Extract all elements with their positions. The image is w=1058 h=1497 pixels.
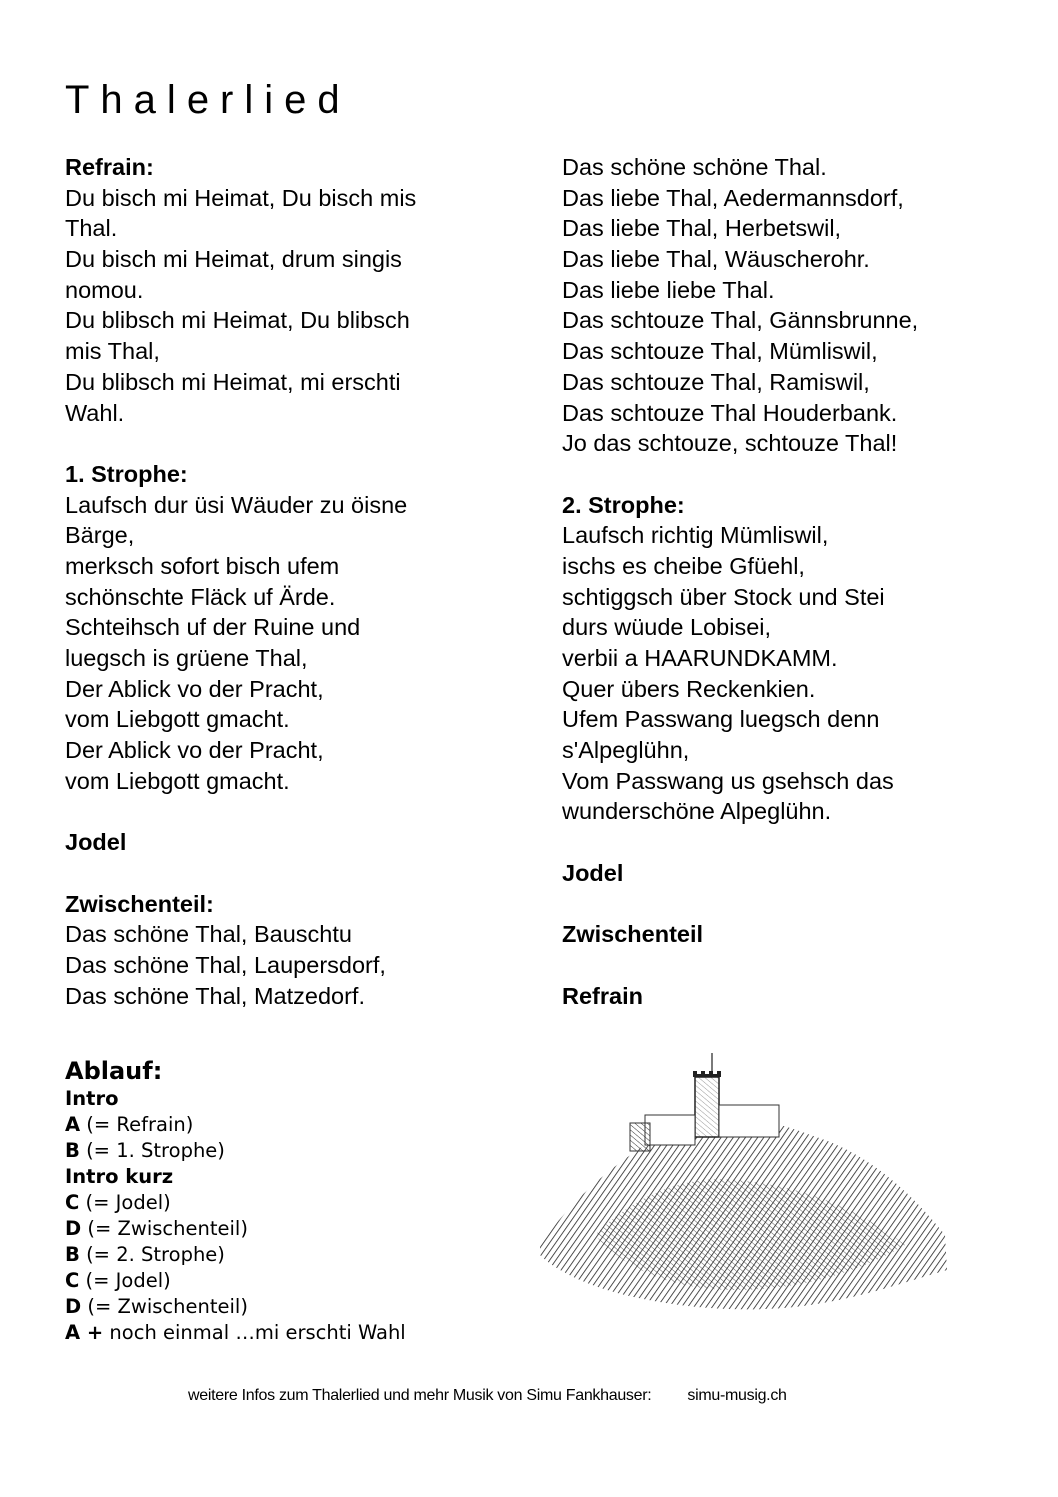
lyric-line: Das schöne Thal, Matzedorf. [65,982,365,1009]
lyric-line: vom Liebgott gmacht. [65,706,290,733]
blank-line [65,428,416,459]
lyric-line: durs wüude Lobisei, [562,614,772,641]
ablauf-key: A + [65,1321,104,1344]
lyric-line: s'Alpeglühn, [562,737,690,764]
blank-line [562,827,918,858]
lyric-line: merksch sofort bisch ufem [65,552,340,579]
ablauf-desc: (= Refrain) [80,1113,194,1136]
ablauf-desc: (= Jodel) [79,1191,171,1214]
lyric-line: Laufsch richtig Mümliswil, [562,522,829,549]
blank-line [562,889,918,920]
ablauf-desc: noch einmal …mi erschti Wahl [103,1321,406,1344]
ablauf-desc: (= Zwischenteil) [81,1295,248,1318]
ablauf-item [65,1268,406,1294]
ablauf-key: B [65,1139,80,1162]
lyric-line: Thal. [65,215,118,242]
ablauf-section [65,1056,406,1346]
lyric-line: Du blibsch mi Heimat, mi erschti [65,368,401,395]
lyric-line: Das liebe Thal, Herbetswil, [562,215,842,242]
lyric-line: verbii a HAARUNDKAMM. [562,645,838,671]
lyric-line: Das schtouze Thal, Gännsbrunne, [562,307,919,334]
ablauf-item [65,1242,406,1268]
ablauf-key: D [65,1295,82,1318]
ablauf-key: C [65,1191,80,1214]
lyric-line: Ufem Passwang luegsch denn [562,706,880,733]
lyric-line: Das schöne Thal, Bauschtu [65,921,352,948]
ablauf-list [65,1086,406,1346]
lyric-line: Du bisch mi Heimat, drum singis [65,246,402,273]
castle-ruin-sketch [535,1045,955,1317]
lyric-line: Schteihsch uf der Ruine und [65,614,361,641]
ablauf-key: A [65,1113,81,1136]
ablauf-key: C [65,1269,80,1292]
footer [188,1387,787,1405]
lyric-line: Der Ablick vo der Pracht, [65,737,324,764]
blank-line [65,796,416,827]
left-column-lyrics [65,152,416,1011]
lyric-line: ischs es cheibe Gfüehl, [562,552,805,579]
section-heading: Zwischenteil [562,921,704,948]
lyric-line: Das schtouze Thal, Mümliswil, [562,338,878,365]
blank-line [65,858,416,889]
lyric-line: schönschte Fläck uf Ärde. [65,583,336,610]
lyric-line: Bärge, [65,522,135,549]
ablauf-desc: (= Zwischenteil) [81,1217,248,1240]
lyric-line: Du bisch mi Heimat, Du bisch mis [65,184,417,211]
ablauf-subheading [65,1164,406,1190]
lyric-line: schtiggsch über Stock und Stei [562,583,885,610]
lyric-line: Der Ablick vo der Pracht, [65,675,324,702]
ablauf-subheading [65,1086,406,1112]
section-heading: 2. Strophe: [562,491,685,518]
blank-line [562,459,918,490]
section-heading: Refrain [562,982,643,1009]
ablauf-item [65,1294,406,1320]
lyric-line: Laufsch dur üsi Wäuder zu öisne [65,491,408,518]
footer-text: weitere Infos zum Thalerlied und mehr Musik von Simu Fankhauser: [188,1387,652,1404]
lyric-line: Das liebe Thal, Wäuscherohr. [562,246,870,273]
footer-url-link[interactable]: simu-musig.ch [687,1387,787,1404]
ablauf-key: Intro kurz [65,1165,174,1188]
lyric-line: Das schtouze Thal, Ramiswil, [562,368,870,395]
lyric-line: Du blibsch mi Heimat, Du blibsch [65,307,410,334]
section-heading: Jodel [562,859,624,886]
lyric-line: Das schtouze Thal Houderbank. [562,399,898,426]
ablauf-key: Intro [65,1087,119,1110]
ablauf-key: B [65,1243,80,1266]
section-heading: Zwischenteil: [65,890,214,917]
lyric-line: wunderschöne Alpeglühn. [562,798,832,825]
section-heading: Refrain: [65,154,154,180]
lyric-line: Quer übers Reckenkien. [562,675,816,702]
lyric-line: Jo das schtouze, schtouze Thal! [562,430,898,457]
section-heading: Jodel [65,829,127,856]
ablauf-item [65,1190,406,1216]
lyric-line: Das schöne Thal, Laupersdorf, [65,951,386,978]
blank-line [562,950,918,981]
ablauf-item [65,1138,406,1164]
lyric-line: Das liebe liebe Thal. [562,276,775,303]
lyric-line: mis Thal, [65,338,160,365]
lyric-line: luegsch is grüene Thal, [65,645,308,671]
lyric-line: vom Liebgott gmacht. [65,767,290,794]
page-title: Thalerlied [65,78,351,122]
ablauf-item [65,1216,406,1242]
lyric-line: Wahl. [65,399,125,426]
right-column-lyrics [562,152,918,1011]
lyric-line: Vom Passwang us gsehsch das [562,767,894,794]
ablauf-item [65,1320,406,1346]
ablauf-item [65,1112,406,1138]
ablauf-heading: Ablauf: [65,1057,163,1085]
ablauf-desc: (= 1. Strophe) [79,1139,225,1162]
section-heading: 1. Strophe: [65,460,188,487]
ablauf-desc: (= Jodel) [79,1269,171,1292]
lyric-line: nomou. [65,276,144,303]
lyric-line: Das liebe Thal, Aedermannsdorf, [562,184,904,211]
lyric-line: Das schöne schöne Thal. [562,154,827,180]
ablauf-desc: (= 2. Strophe) [79,1243,225,1266]
ablauf-key: D [65,1217,82,1240]
